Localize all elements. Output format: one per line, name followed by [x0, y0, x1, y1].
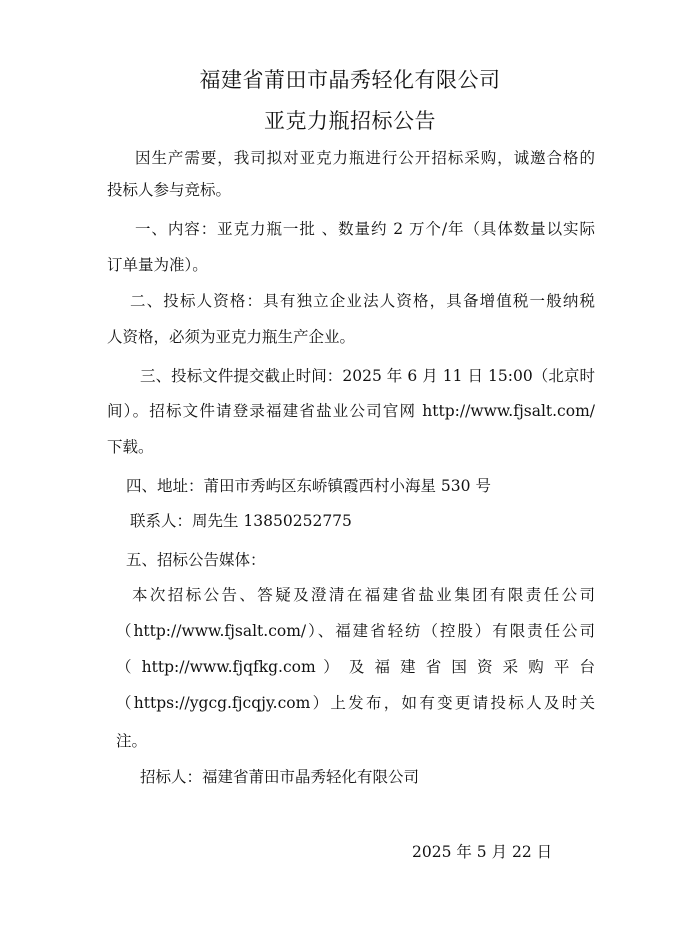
tenderer-line: 招标人：福建省莆田市晶秀轻化有限公司 [140, 768, 420, 786]
announcement-title: 亚克力瓶招标公告 [264, 109, 436, 133]
media-line-2: （http://www.fjsalt.com/）、福建省轻纺（控股）有限责任公司 [116, 622, 595, 640]
content-line-1: 一、内容：亚克力瓶一批 、数量约 2 万个/年（具体数量以实际 [135, 220, 595, 238]
media-line-1: 本次招标公告、答疑及澄清在福建省盐业集团有限责任公司 [132, 586, 595, 604]
contact-line: 联系人：周先生 13850252775 [130, 512, 352, 530]
media-line-4: （https://ygcg.fjcqjy.com）上发布，如有变更请投标人及时关 [116, 694, 595, 712]
qualification-line-1: 二、投标人资格：具有独立企业法人资格，具备增值税一般纳税 [130, 292, 595, 310]
deadline-line-2: 间）。招标文件请登录福建省盐业公司官网 http://www.fjsalt.com/ [107, 402, 595, 420]
intro-line-2: 投标人参与竞标。 [107, 181, 232, 199]
intro-line-1: 因生产需要，我司拟对亚克力瓶进行公开招标采购，诚邀合格的 [135, 149, 595, 167]
content-line-2: 订单量为准）。 [107, 256, 208, 274]
company-name-title: 福建省莆田市晶秀轻化有限公司 [199, 68, 501, 92]
media-line-3: （ http://www.fjqfkg.com ） 及 福 建 省 国 资 采 购 平 台 [116, 658, 595, 676]
deadline-line-3: 下载。 [107, 438, 154, 456]
address-line: 四、地址：莆田市秀屿区东峤镇霞西村小海星 530 号 [126, 477, 491, 495]
media-line-5: 注。 [116, 732, 148, 750]
media-heading: 五、招标公告媒体： [126, 551, 266, 569]
announcement-date: 2025 年 5 月 22 日 [412, 843, 553, 861]
qualification-line-2: 人资格，必须为亚克力瓶生产企业。 [107, 328, 356, 346]
deadline-line-1: 三、投标文件提交截止时间：2025 年 6 月 11 日 15:00（北京时 [140, 367, 595, 385]
